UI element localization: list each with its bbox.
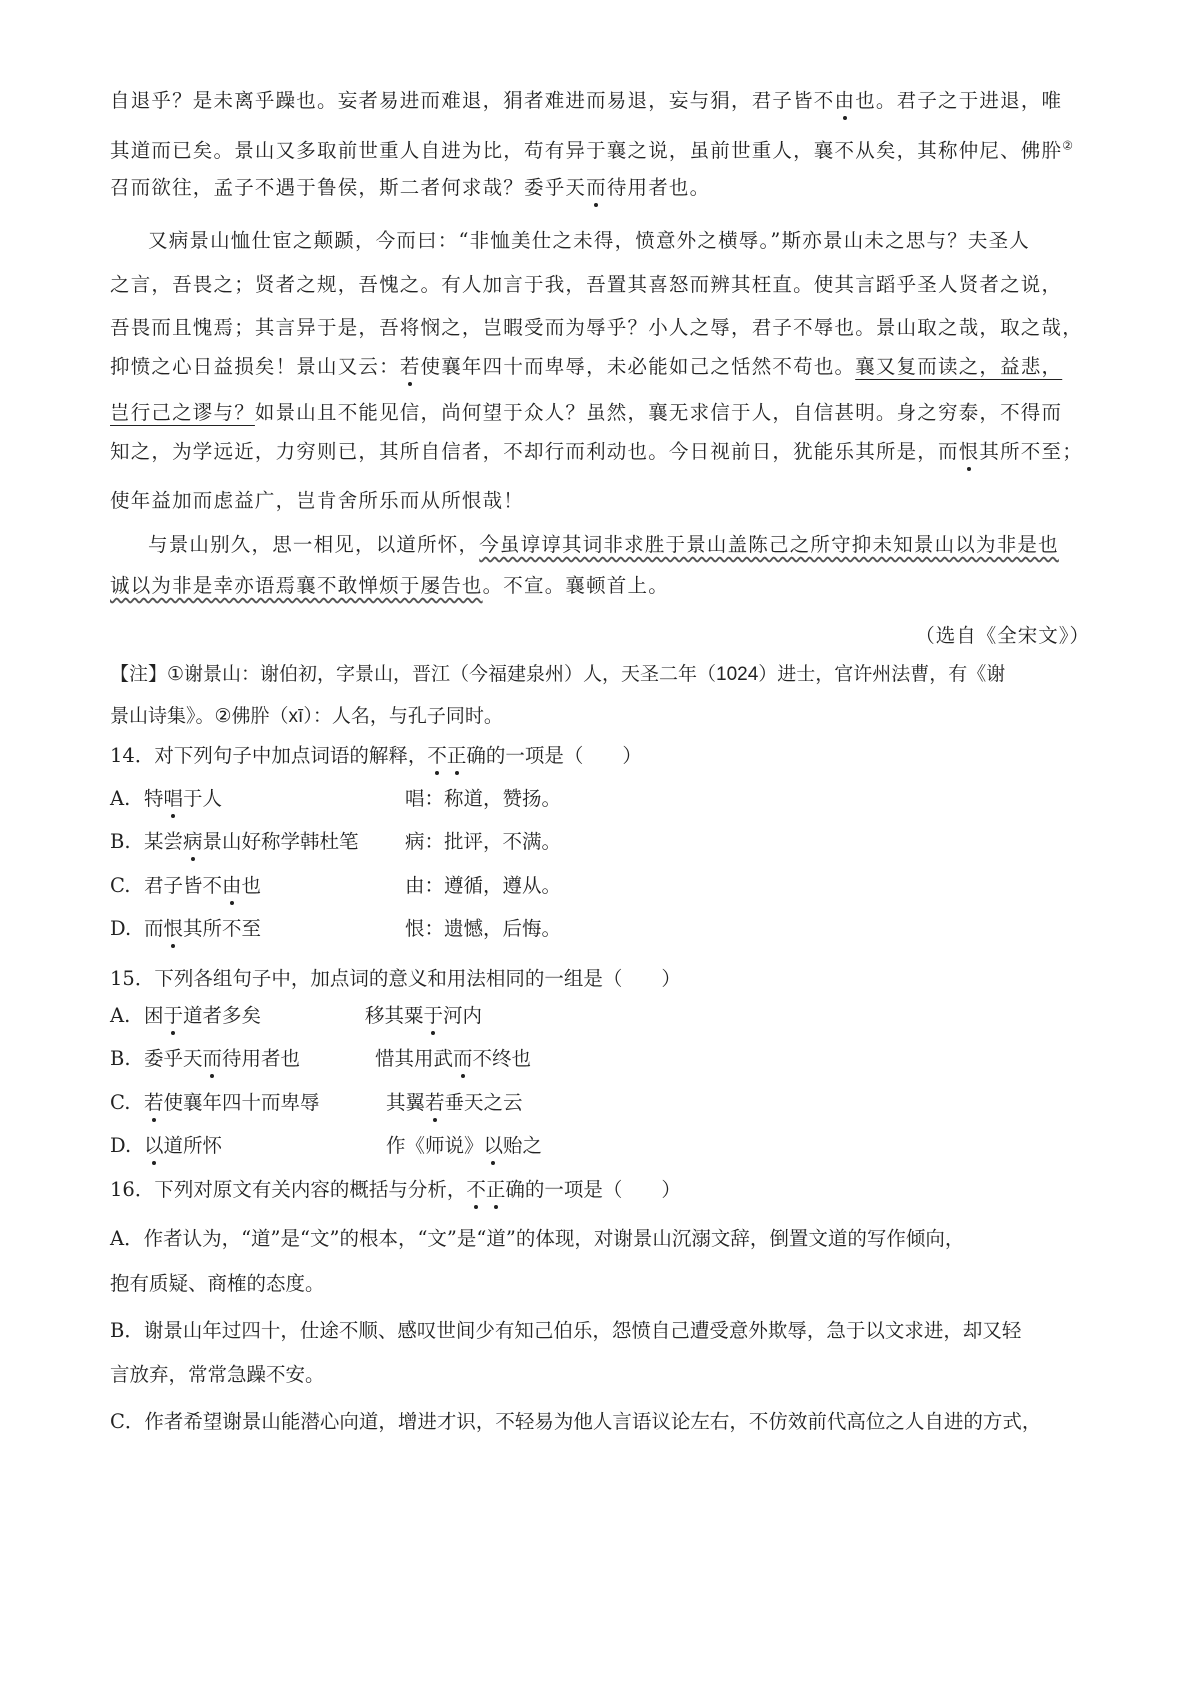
source-citation: （选自《全宋文》） [915, 624, 1090, 647]
text: 抑愤之心日益损矣！景山又云： [110, 355, 400, 378]
q16-option-b-line-1: B．谢景山年过四十，仕途不顺、感叹世间少有知己伯乐，怨愤自己遭受意外欺辱，急于以文求进，却又轻 [110, 1319, 1022, 1342]
dotted-char: 病 [183, 830, 203, 853]
note-line-1: 【注】①谢景山：谢伯初，字景山，晋江（今福建泉州）人，天圣二年（1024）进士，官许州法曹，有《谢 [110, 664, 1006, 685]
text: 14．对下列句子中加点词语的解释， [110, 744, 428, 767]
dotted-char: 以 [144, 1134, 164, 1157]
text: 使襄年四十而卑辱 [163, 1091, 320, 1114]
option-label: C. [110, 1091, 131, 1114]
text: 确的一项是（ ） [505, 1178, 681, 1201]
q15-option-c [110, 1091, 523, 1115]
text: 待用者也。 [606, 176, 711, 199]
text: 景山好称学韩杜笔 [202, 830, 359, 853]
text: 道所怀 [163, 1134, 223, 1157]
q14-option-d [110, 917, 562, 941]
dotted-char: 由 [222, 874, 242, 897]
dotted-char: 而 [202, 1047, 223, 1070]
text: 道者多矣 [183, 1004, 262, 1027]
dotted-char: 以 [483, 1134, 504, 1157]
text: 惜其用武 [375, 1047, 454, 1070]
q14-stem [110, 744, 642, 768]
text: 而 [144, 917, 164, 940]
dotted-char: 唱 [163, 787, 184, 810]
text: 委乎天 [144, 1047, 203, 1070]
dotted-char: 由 [834, 89, 856, 112]
text: 垂天之云 [444, 1091, 523, 1114]
q14-option-c [110, 874, 562, 898]
passage-line-10: 使年益加而虑益广，岂肯舍所乐而从所恨哉！ [110, 489, 525, 512]
option-explanation: 病：批评，不满。 [405, 830, 562, 853]
text: 自退乎？是未离乎躁也。妄者易进而难退，狷者难进而易退，妄与狷，君子皆不 [110, 89, 835, 112]
option-explanation: 由：遵循，遵从。 [405, 874, 562, 897]
option-label: D. [110, 917, 132, 940]
underlined-sentence: 襄又复而读之，益悲， [855, 355, 1063, 378]
dotted-char: 而 [586, 176, 607, 199]
passage-line-12 [110, 574, 669, 598]
text: 某尝 [144, 830, 184, 853]
passage-line-7 [110, 355, 1062, 379]
option-explanation: 唱：称道，赞扬。 [405, 787, 562, 810]
option-label: B. [110, 1047, 131, 1070]
wavy-underlined-text: 诚以为非是幸亦语焉襄不敢惮烦于屡告也 [110, 574, 483, 597]
text: 。不宣。襄顿首上。 [482, 574, 669, 597]
option-explanation: 恨：遗憾，后悔。 [405, 917, 562, 940]
dotted-char: 不 [427, 744, 447, 767]
text: 移其粟 [365, 1004, 424, 1027]
text: 贻之 [503, 1134, 543, 1157]
dotted-char: 于 [423, 1004, 444, 1027]
passage-line-2 [110, 139, 1074, 163]
text: 确的一项是（ ） [466, 744, 642, 767]
underlined-sentence: 岂行己之谬与？ [110, 401, 255, 424]
text: 君子皆不 [144, 874, 223, 897]
text: 使襄年四十而卑辱，未必能如己之恬然不苟也。 [420, 355, 856, 378]
dotted-char: 不 [466, 1178, 486, 1201]
wavy-underlined-text: 今虽谆谆其词非求胜于景山盖陈己之所守抑未知景山以为非是也 [479, 533, 1059, 556]
dotted-char: 若 [399, 355, 421, 378]
dotted-char: 而 [453, 1047, 473, 1070]
q16-option-b-line-2: 言放弃，常常急躁不安。 [110, 1363, 325, 1386]
footnote-marker: ② [1062, 138, 1075, 153]
passage-line-8 [110, 401, 1062, 425]
q16-option-a-line-2: 抱有质疑、商榷的态度。 [110, 1272, 325, 1295]
option-label: D. [110, 1134, 132, 1157]
q14-option-a [110, 787, 562, 811]
dotted-char: 正 [485, 1178, 506, 1201]
passage-line-11 [148, 533, 1059, 557]
text: 河内 [443, 1004, 483, 1027]
option-right-sentence [386, 1091, 523, 1115]
passage-line-6: 吾畏而且愧焉；其言异于是，吾将悯之，岂暇受而为辱乎？小人之辱，君子不辱也。景山取之哉，取之哉， [110, 316, 1083, 339]
dotted-char: 正 [446, 744, 467, 767]
text: 特 [144, 787, 164, 810]
passage-line-9 [110, 440, 1083, 464]
dotted-char: 恨 [958, 440, 980, 463]
dotted-char: 若 [425, 1091, 445, 1114]
text: 困 [144, 1004, 164, 1027]
text: 也。君子之于进退，唯 [855, 89, 1063, 112]
text: 知之，为学远近，力穷则已，其所自信者，不却行而利动也。今日视前日，犹能乐其所是，而 [110, 440, 959, 463]
q16-option-a-line-1: A．作者认为，“道”是“文”的根本，“文”是“道”的体现，对谢景山沉溺文辞，倒置文道的写作倾向， [110, 1227, 965, 1250]
text: 于人 [183, 787, 223, 810]
q15-stem: 15．下列各组句子中，加点词的意义和用法相同的一组是（ ） [110, 967, 681, 990]
dotted-char: 于 [163, 1004, 184, 1027]
option-label: A. [110, 787, 131, 810]
text: 16．下列对原文有关内容的概括与分析， [110, 1178, 467, 1201]
text: 召而欲往，孟子不遇于鲁侯，斯二者何求哉？委乎天 [110, 176, 587, 199]
option-label: A. [110, 1004, 131, 1027]
q15-option-d [110, 1134, 543, 1158]
passage-line-5: 之言，吾畏之；贤者之规，吾愧之。有人加言于我，吾置其喜怒而辨其枉直。使其言蹈乎圣人贤者之说， [110, 273, 1063, 296]
text: 如景山且不能见信，尚何望于众人？虽然，襄无求信于人，自信甚明。身之穷泰，不得而 [254, 401, 1063, 424]
option-label: B. [110, 830, 131, 853]
option-right-sentence [386, 1134, 542, 1158]
option-label: C. [110, 874, 131, 897]
text: 其翼 [386, 1091, 426, 1114]
option-right-sentence [365, 1004, 482, 1028]
q14-option-b [110, 830, 562, 854]
text: 其所不至； [979, 440, 1083, 463]
text: 其所不至 [183, 917, 262, 940]
text: 与景山别久，思一相见，以道所怀， [148, 533, 480, 556]
text: 其道而已矣。景山又多取前世重人自进为比，苟有异于襄之说，虽前世重人，襄不从矣，其称仲尼、佛肸 [110, 139, 1063, 162]
q15-option-a [110, 1004, 483, 1028]
option-right-sentence [375, 1047, 531, 1071]
q16-option-c-line-1: C．作者希望谢景山能潜心向道，增进才识，不轻易为他人言语议论左右，不仿效前代高位之人自进的方式， [110, 1410, 1042, 1433]
text: 待用者也 [222, 1047, 301, 1070]
note-line-2: 景山诗集》。②佛肸（xī）：人名，与孔子同时。 [110, 706, 503, 727]
dotted-char: 恨 [163, 917, 184, 940]
passage-line-3 [110, 176, 710, 200]
q16-stem [110, 1178, 681, 1202]
q15-option-b [110, 1047, 532, 1071]
text: 也 [241, 874, 262, 897]
dotted-char: 若 [144, 1091, 164, 1114]
passage-line-1 [110, 89, 1062, 113]
text: 作《师说》 [386, 1134, 484, 1157]
passage-line-4: 又病景山恤仕宦之颠踬，今而曰：“非恤美仕之未得，愤意外之横辱。”斯亦景山未之思与？夫圣人 [148, 229, 1030, 252]
text: 不终也 [472, 1047, 532, 1070]
